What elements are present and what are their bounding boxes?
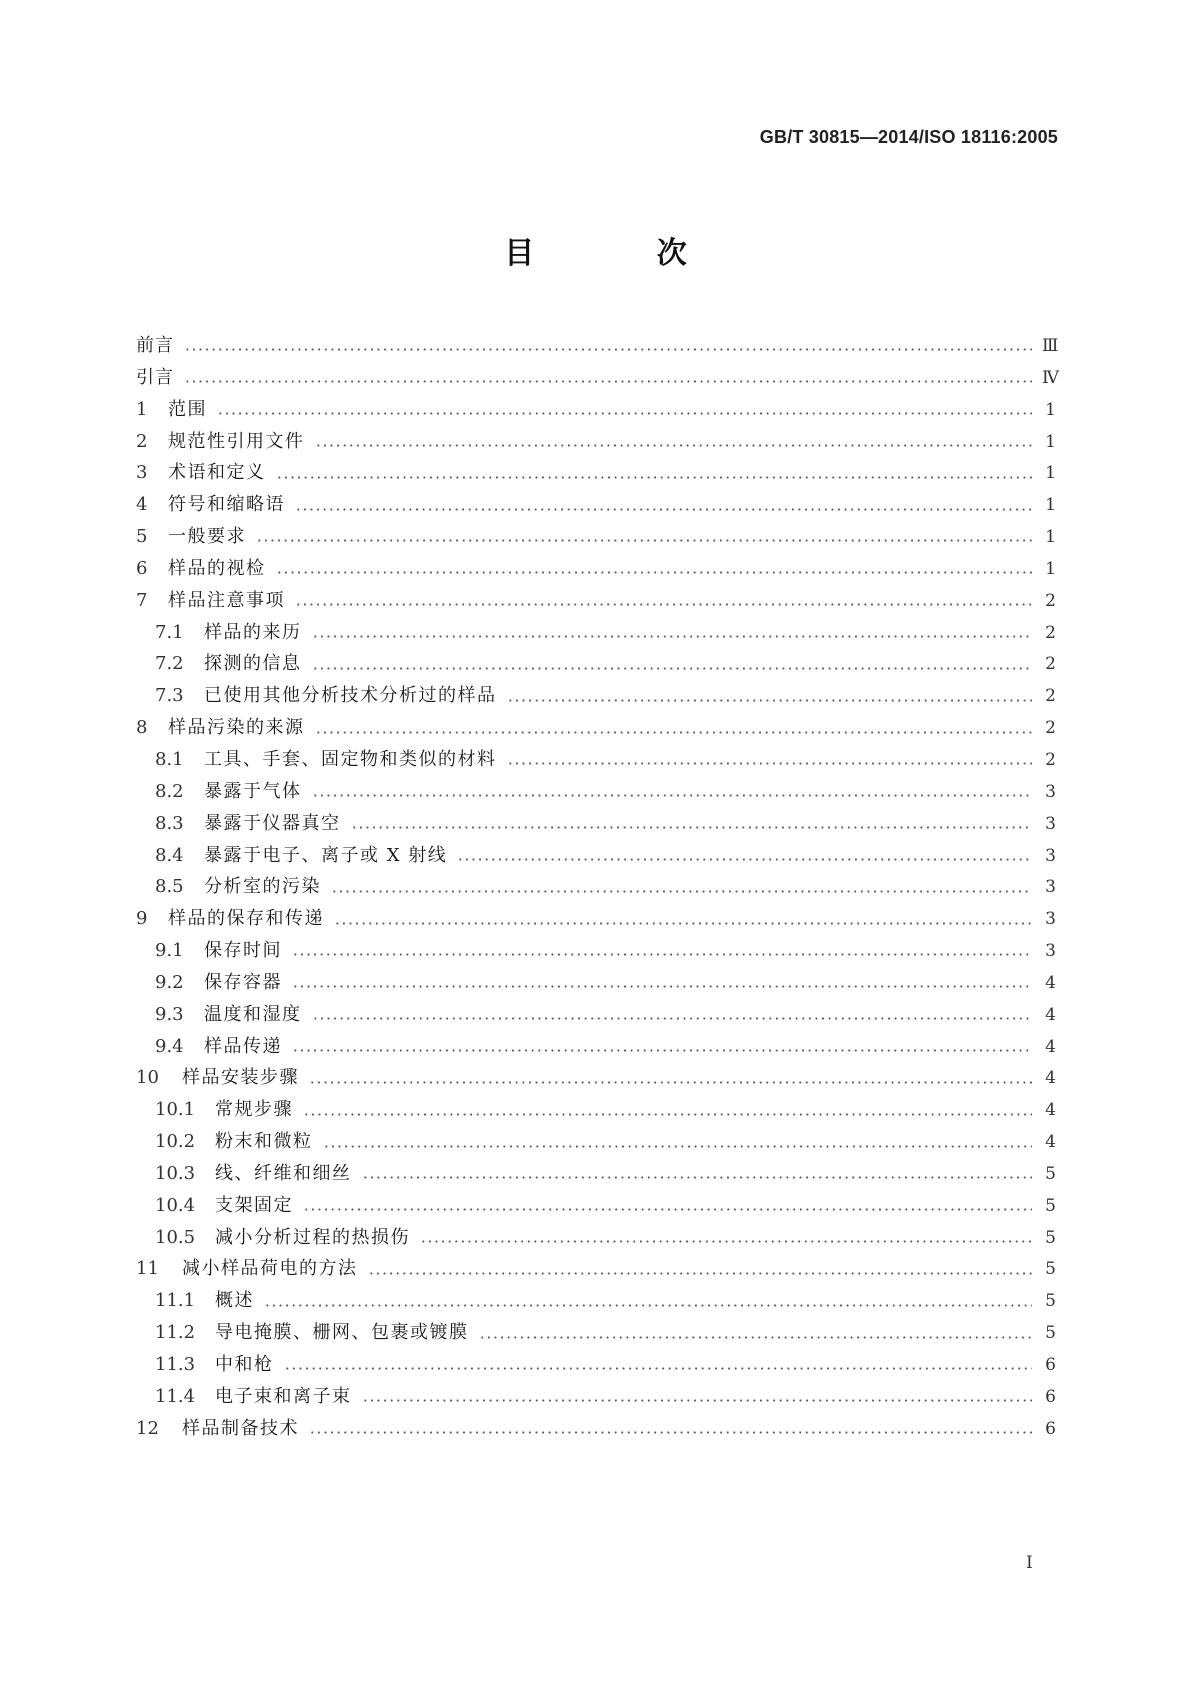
toc-entry-title: 减小样品荷电的方法 — [182, 1258, 358, 1280]
toc-entry-number: 9 — [136, 908, 148, 930]
toc-entry-page: 2 — [1045, 654, 1056, 675]
dot-leader — [479, 1336, 1033, 1339]
toc-entry-title: 术语和定义 — [168, 462, 266, 484]
toc-entry-title: 一般要求 — [168, 526, 246, 548]
toc-entry[interactable] — [136, 618, 1056, 650]
toc-entry-page: 5 — [1045, 1259, 1056, 1280]
toc-entry-page: 3 — [1045, 813, 1056, 834]
toc-entry[interactable] — [136, 458, 1056, 490]
dot-leader — [309, 1081, 1032, 1084]
toc-entry-page: 5 — [1045, 1323, 1056, 1344]
dot-leader — [184, 348, 1032, 351]
toc-entry-number: 8.4 — [155, 844, 184, 866]
toc-entry[interactable] — [136, 1191, 1056, 1223]
dot-leader — [184, 380, 1032, 383]
dot-leader — [315, 731, 1033, 734]
toc-entry-page: 2 — [1045, 749, 1056, 770]
toc-entry-page: 4 — [1045, 1068, 1056, 1089]
dot-leader — [368, 1272, 1033, 1275]
toc-entry-page: 6 — [1045, 1355, 1056, 1375]
toc-entry-page: 4 — [1045, 1036, 1056, 1057]
toc-entry-page: 1 — [1045, 527, 1056, 548]
dot-leader — [217, 412, 1032, 415]
toc-entry[interactable] — [136, 1382, 1056, 1414]
toc-entry[interactable] — [136, 1414, 1056, 1446]
toc-entry-page: 1 — [1045, 399, 1056, 420]
toc-entry-number: 11.4 — [155, 1385, 196, 1407]
toc-entry-page: 6 — [1045, 1386, 1056, 1407]
table-of-contents — [136, 331, 1059, 1446]
toc-entry-page: 1 — [1045, 558, 1056, 579]
toc-entry-number: 10.5 — [155, 1226, 196, 1248]
toc-entry-number: 9.2 — [155, 971, 184, 993]
toc-entry[interactable] — [136, 395, 1056, 427]
dot-leader — [312, 1017, 1033, 1020]
toc-entry-number: 7.3 — [155, 685, 184, 707]
toc-entry-number: 9.4 — [155, 1035, 184, 1057]
toc-entry[interactable] — [136, 1159, 1056, 1191]
dot-leader — [362, 1399, 1033, 1402]
dot-leader — [292, 1049, 1032, 1052]
toc-entry-number: 4 — [136, 494, 148, 516]
toc-entry-page: 2 — [1045, 718, 1056, 739]
dot-leader — [276, 571, 1033, 574]
toc-entry-number: 3 — [136, 462, 148, 484]
toc-entry[interactable] — [136, 490, 1056, 522]
toc-entry-page: 4 — [1045, 1100, 1056, 1121]
dot-leader — [292, 985, 1032, 988]
toc-entry-title: 支架固定 — [215, 1194, 293, 1216]
dot-leader — [276, 476, 1033, 479]
toc-entry[interactable] — [136, 777, 1056, 809]
toc-entry-number: 12 — [136, 1417, 159, 1439]
toc-entry-title: 概述 — [215, 1290, 254, 1312]
toc-entry[interactable] — [136, 1318, 1056, 1350]
toc-entry-page: 1 — [1045, 463, 1056, 484]
toc-entry-number: 7.2 — [155, 653, 184, 675]
toc-entry-title: 粉末和微粒 — [215, 1131, 313, 1153]
toc-entry-title: 线、纤维和细丝 — [215, 1162, 352, 1184]
toc-entry[interactable] — [136, 968, 1056, 1000]
dot-leader — [334, 922, 1032, 925]
toc-entry-page: 3 — [1045, 909, 1056, 930]
toc-entry-title: 规范性引用文件 — [168, 430, 305, 452]
dot-leader — [292, 953, 1032, 956]
toc-entry-title: 分析室的污染 — [204, 876, 321, 898]
toc-entry[interactable] — [136, 713, 1056, 745]
toc-entry-number: 2 — [136, 430, 148, 452]
toc-entry[interactable] — [136, 1286, 1056, 1318]
dot-leader — [351, 826, 1033, 829]
toc-entry[interactable] — [136, 1350, 1056, 1382]
dot-leader — [303, 1208, 1032, 1211]
toc-entry-title: 范围 — [168, 398, 207, 420]
toc-entry[interactable] — [136, 1063, 1056, 1095]
toc-entry-page: 2 — [1045, 622, 1056, 643]
dot-leader — [507, 699, 1033, 702]
toc-entry-number: 9.3 — [155, 1003, 184, 1025]
toc-entry-title: 样品传递 — [204, 1035, 282, 1057]
toc-entry-number: 6 — [136, 557, 148, 579]
dot-leader — [507, 762, 1033, 765]
dot-leader — [362, 1176, 1033, 1179]
toc-entry[interactable] — [136, 904, 1056, 936]
toc-entry-number: 10.2 — [155, 1131, 196, 1153]
dot-leader — [264, 1304, 1032, 1307]
dot-leader — [420, 1240, 1032, 1243]
toc-entry-number: 11.3 — [155, 1354, 196, 1375]
toc-entry-page: 3 — [1045, 781, 1056, 802]
toc-entry-title: 样品污染的来源 — [168, 717, 305, 739]
toc-entry-page: 3 — [1045, 845, 1056, 866]
toc-entry-title: 减小分析过程的热损伤 — [215, 1226, 410, 1248]
toc-entry-page: 2 — [1045, 590, 1056, 611]
dot-leader — [315, 444, 1033, 447]
footer-page-number: I — [1026, 1553, 1033, 1573]
toc-entry[interactable] — [136, 681, 1056, 713]
standard-code: GB/T 30815—2014/ISO 18116:2005 — [759, 127, 1058, 147]
toc-entry-title: 保存容器 — [204, 971, 282, 993]
toc-entry-number: 8.1 — [155, 748, 184, 770]
dot-leader — [312, 667, 1033, 670]
dot-leader — [457, 858, 1032, 861]
toc-entry[interactable] — [136, 331, 1059, 363]
toc-entry-number: 8.2 — [155, 780, 184, 802]
toc-entry-title: 样品的保存和传递 — [168, 908, 324, 930]
toc-entry-page: Ⅳ — [1042, 367, 1059, 388]
dot-leader — [303, 1113, 1032, 1116]
toc-entry-page: 4 — [1045, 1132, 1056, 1153]
toc-entry[interactable] — [136, 1095, 1056, 1127]
toc-entry[interactable] — [136, 586, 1056, 618]
toc-entry[interactable] — [136, 745, 1056, 777]
toc-entry-page: 2 — [1045, 686, 1056, 707]
toc-entry-title: 探测的信息 — [204, 653, 302, 675]
dot-leader — [295, 603, 1032, 606]
toc-entry[interactable] — [136, 522, 1056, 554]
toc-entry-title: 样品安装步骤 — [182, 1067, 299, 1089]
toc-entry[interactable] — [136, 363, 1059, 395]
toc-entry-page: 6 — [1045, 1418, 1056, 1439]
toc-entry-number: 10.3 — [155, 1162, 196, 1184]
toc-entry-title: 暴露于仪器真空 — [204, 812, 341, 834]
toc-entry-page: 1 — [1045, 431, 1056, 452]
toc-entry-number: 7 — [136, 589, 148, 611]
toc-entry-number: 8.3 — [155, 812, 184, 834]
toc-entry[interactable] — [136, 1223, 1056, 1255]
toc-entry-number: 10.4 — [155, 1194, 196, 1216]
toc-entry[interactable] — [136, 427, 1056, 459]
toc-entry-title: 样品的来历 — [204, 621, 302, 643]
page-title: 目 次 — [504, 236, 743, 271]
toc-entry-title: 暴露于气体 — [204, 780, 302, 802]
toc-entry-number: 10.1 — [155, 1099, 196, 1121]
toc-entry[interactable] — [136, 649, 1056, 681]
toc-entry-number: 8.5 — [155, 876, 184, 898]
toc-entry-number: 10 — [136, 1067, 159, 1089]
toc-entry-title: 工具、手套、固定物和类似的材料 — [204, 748, 497, 770]
toc-entry[interactable] — [136, 1000, 1056, 1032]
toc-entry[interactable] — [136, 1127, 1056, 1159]
toc-entry-page: 3 — [1045, 877, 1056, 898]
dot-leader — [284, 1367, 1033, 1370]
toc-entry-number: 11.2 — [155, 1322, 196, 1344]
toc-entry[interactable] — [136, 1254, 1056, 1286]
toc-entry-title: 导电掩膜、栅网、包裹或镀膜 — [215, 1322, 469, 1344]
dot-leader — [295, 508, 1032, 511]
dot-leader — [323, 1145, 1033, 1148]
toc-entry[interactable] — [136, 841, 1056, 873]
toc-entry-title: 符号和缩略语 — [168, 494, 285, 516]
toc-entry-title: 已使用其他分析技术分析过的样品 — [204, 685, 497, 707]
toc-entry-title: 暴露于电子、离子或 X 射线 — [204, 844, 448, 866]
toc-entry-page: 1 — [1045, 495, 1056, 516]
toc-entry-number: 1 — [136, 398, 148, 420]
toc-entry-title: 样品制备技术 — [182, 1417, 299, 1439]
toc-entry[interactable] — [136, 554, 1056, 586]
toc-entry-title: 前言 — [136, 335, 174, 356]
dot-leader — [256, 539, 1032, 542]
toc-entry-title: 中和枪 — [215, 1354, 274, 1375]
toc-entry-number: 8 — [136, 717, 148, 739]
toc-entry-title: 样品的视检 — [168, 557, 266, 579]
toc-entry-title: 温度和湿度 — [204, 1003, 302, 1025]
toc-entry-title: 保存时间 — [204, 940, 282, 962]
toc-entry-number: 7.1 — [155, 621, 184, 643]
toc-entry-page: 4 — [1045, 1004, 1056, 1025]
toc-entry-title: 电子束和离子束 — [215, 1385, 352, 1407]
toc-entry-page: 3 — [1045, 941, 1056, 962]
dot-leader — [309, 1431, 1032, 1434]
toc-entry-title: 样品注意事项 — [168, 589, 285, 611]
toc-entry[interactable] — [136, 936, 1056, 968]
dot-leader — [331, 890, 1032, 893]
toc-entry[interactable] — [136, 872, 1056, 904]
toc-entry-page: 5 — [1045, 1195, 1056, 1216]
toc-entry-title: 常规步骤 — [215, 1099, 293, 1121]
toc-entry-number: 11 — [136, 1258, 159, 1280]
toc-entry[interactable] — [136, 809, 1056, 841]
toc-entry-page: 5 — [1045, 1227, 1056, 1248]
toc-entry-page: 5 — [1045, 1291, 1056, 1312]
toc-entry-number: 11.1 — [155, 1290, 196, 1312]
toc-entry-page: 4 — [1045, 972, 1056, 993]
dot-leader — [312, 794, 1033, 797]
toc-entry-page: Ⅲ — [1042, 336, 1059, 356]
toc-entry-page: 5 — [1045, 1163, 1056, 1184]
toc-entry[interactable] — [136, 1032, 1056, 1064]
toc-entry-number: 9.1 — [155, 940, 184, 962]
toc-entry-title: 引言 — [136, 366, 174, 388]
toc-entry-number: 5 — [136, 526, 148, 548]
dot-leader — [312, 635, 1033, 638]
